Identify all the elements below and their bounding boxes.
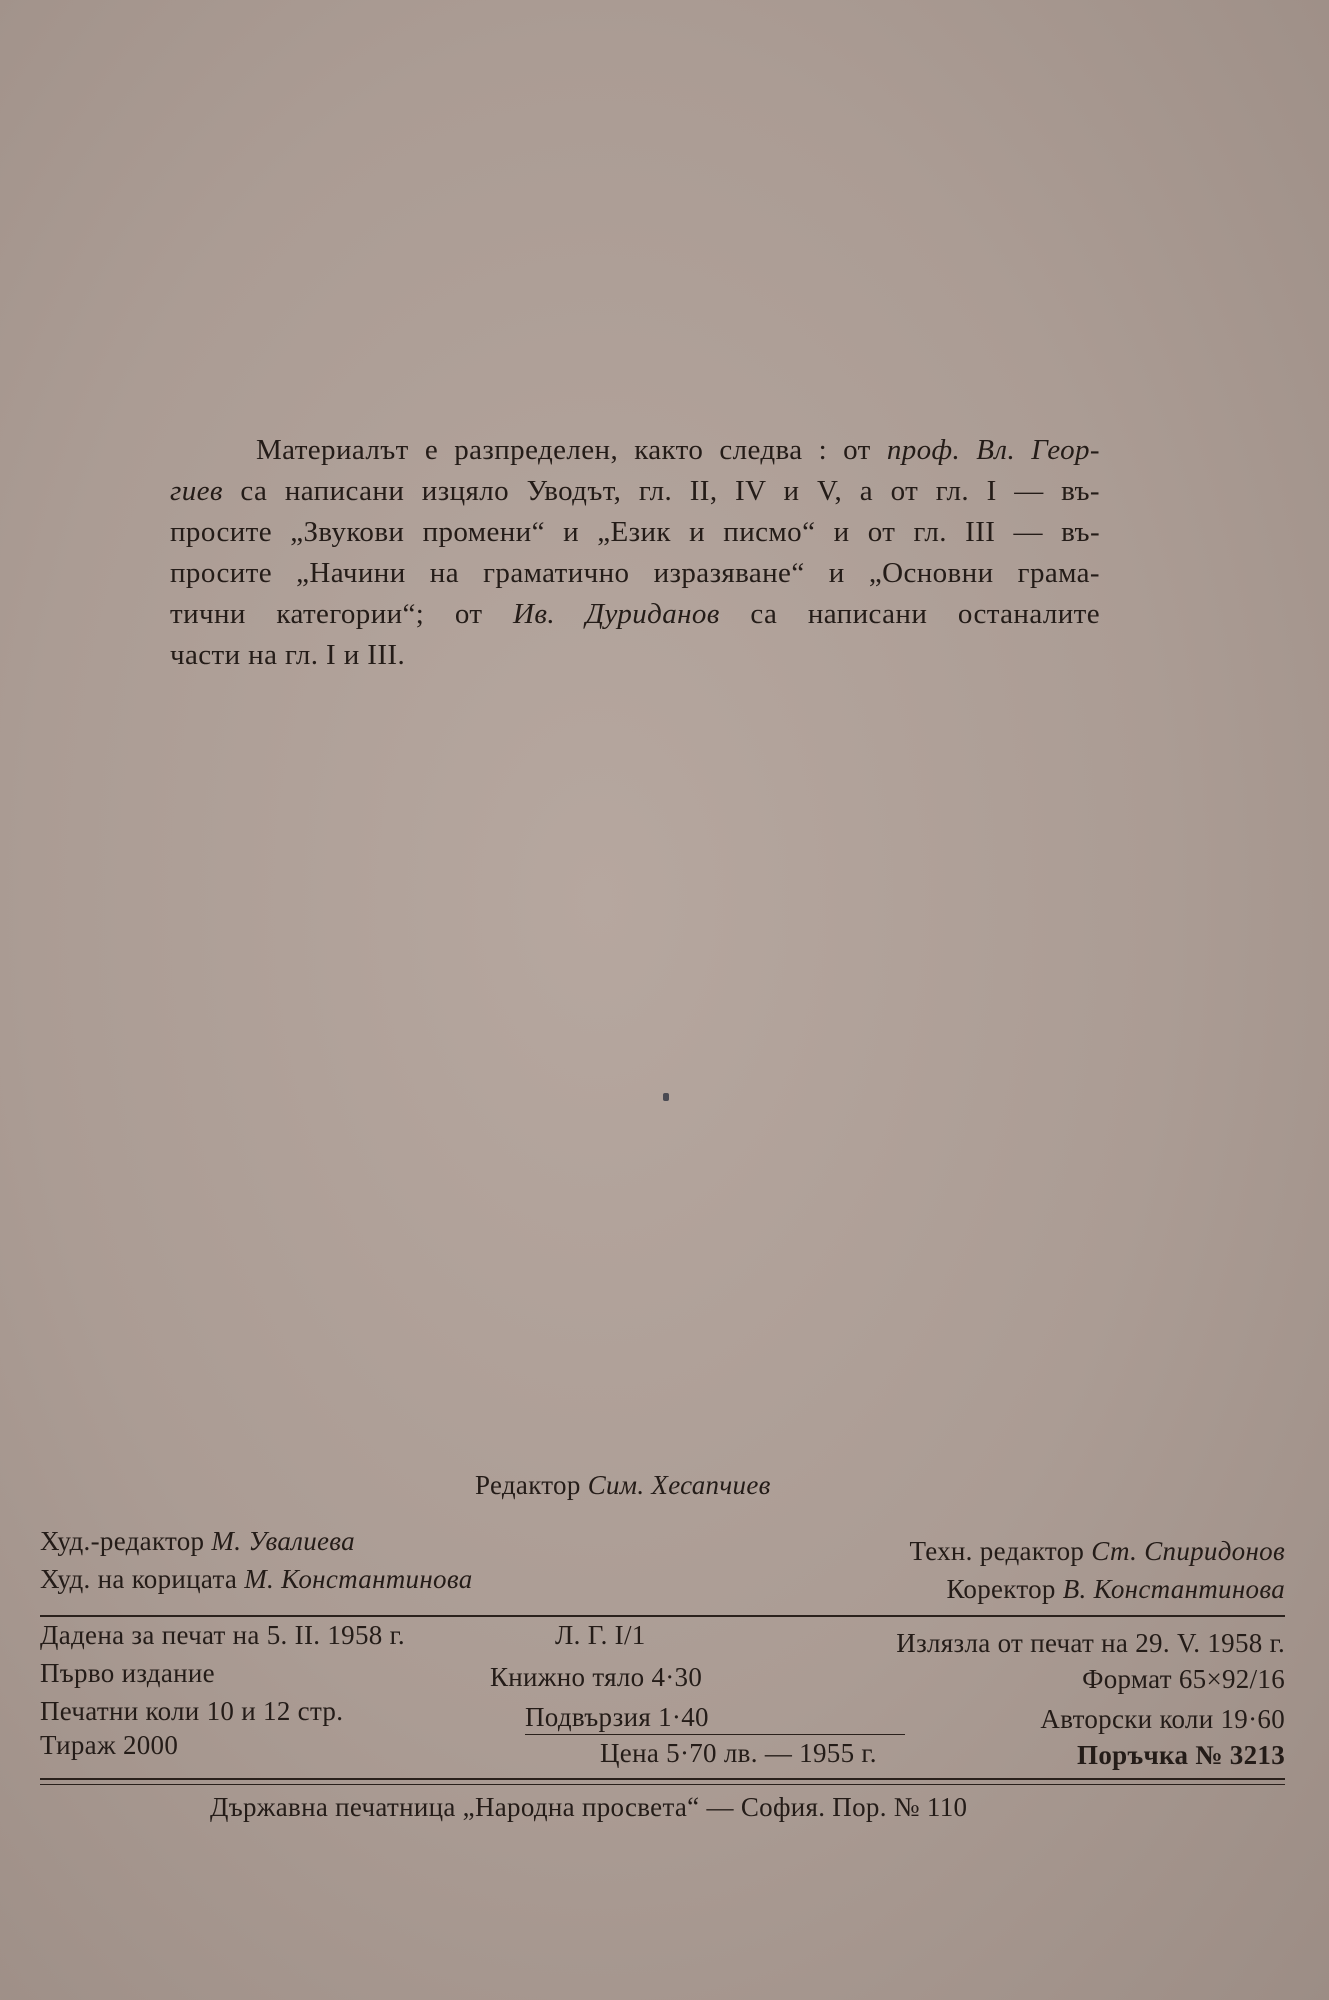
order-line: Поръчка № 3213 xyxy=(1077,1740,1285,1770)
author-name-georgiev: проф. Вл. Геор- xyxy=(886,434,1100,466)
author-sheets-line: Авторски коли 19·60 xyxy=(1040,1704,1285,1734)
art-editor-name: М. Увалиева xyxy=(211,1526,355,1556)
format-line: Формат 65×92/16 xyxy=(1082,1664,1285,1694)
proofreader-label: Коректор xyxy=(946,1574,1056,1604)
cover-artist-name: М. Константинова xyxy=(244,1564,473,1594)
run-line: Тираж 2000 xyxy=(40,1730,179,1760)
intro-line-1 xyxy=(170,430,1100,471)
intro-line-3: просите „Звукови промени“ и „Език и писмо“ и от гл. III — въ- xyxy=(170,516,1100,548)
author-name-georgiev-cont: гиев xyxy=(170,475,223,507)
cover-artist-label: Худ. на корицата xyxy=(40,1564,238,1594)
editor-label: Редактор xyxy=(475,1470,581,1500)
proofreader-line xyxy=(946,1574,1285,1605)
author-name-duridanov: Ив. Дуриданов xyxy=(513,598,720,630)
tech-editor-line xyxy=(909,1536,1285,1567)
editor-name: Сим. Хесапчиев xyxy=(587,1470,771,1500)
divider-price xyxy=(525,1734,905,1735)
editor-line xyxy=(475,1470,771,1501)
intro-line-4: просите „Начини на граматично изразяване“ и „Основни грама- xyxy=(170,557,1100,589)
printer-line: Държавна печатница „Народна просвета“ — София. Пор. № 110 xyxy=(210,1792,968,1822)
divider-top xyxy=(40,1615,1285,1617)
edition-line: Първо издание xyxy=(40,1658,215,1688)
binding-line: Подвързия 1·40 xyxy=(525,1702,709,1732)
intro-text: тични категории“; от xyxy=(170,598,514,630)
tech-editor-label: Техн. редактор xyxy=(909,1536,1085,1566)
art-editor-line xyxy=(40,1526,355,1557)
printed-line: Излязла от печат на 29. V. 1958 г. xyxy=(896,1628,1285,1658)
intro-line-6: части на гл. I и III. xyxy=(170,639,406,671)
submitted-line: Дадена за печат на 5. II. 1958 г. xyxy=(40,1620,405,1650)
code-line: Л. Г. I/1 xyxy=(555,1620,646,1650)
intro-line-5 xyxy=(170,594,1100,635)
cover-artist-line xyxy=(40,1564,473,1595)
intro-text: са написани изцяло Уводът, гл. II, IV и V, а от гл. I — въ- xyxy=(222,475,1100,507)
art-editor-label: Худ.-редактор xyxy=(40,1526,205,1556)
sheets-line: Печатни коли 10 и 12 стр. xyxy=(40,1696,344,1726)
divider-bottom-thin xyxy=(40,1784,1285,1785)
proofreader-name: В. Константинова xyxy=(1062,1574,1285,1604)
ink-speck xyxy=(663,1093,669,1101)
intro-text: са написани останалите xyxy=(719,598,1101,630)
tech-editor-name: Ст. Спиридонов xyxy=(1091,1536,1285,1566)
divider-bottom xyxy=(40,1778,1285,1780)
body-price-line: Книжно тяло 4·30 xyxy=(490,1662,703,1692)
price-line: Цена 5·70 лв. — 1955 г. xyxy=(600,1738,877,1768)
intro-text: Материалът е разпределен, както следва : от xyxy=(256,434,887,466)
authorship-paragraph xyxy=(170,430,1100,676)
intro-line-2 xyxy=(170,471,1100,512)
